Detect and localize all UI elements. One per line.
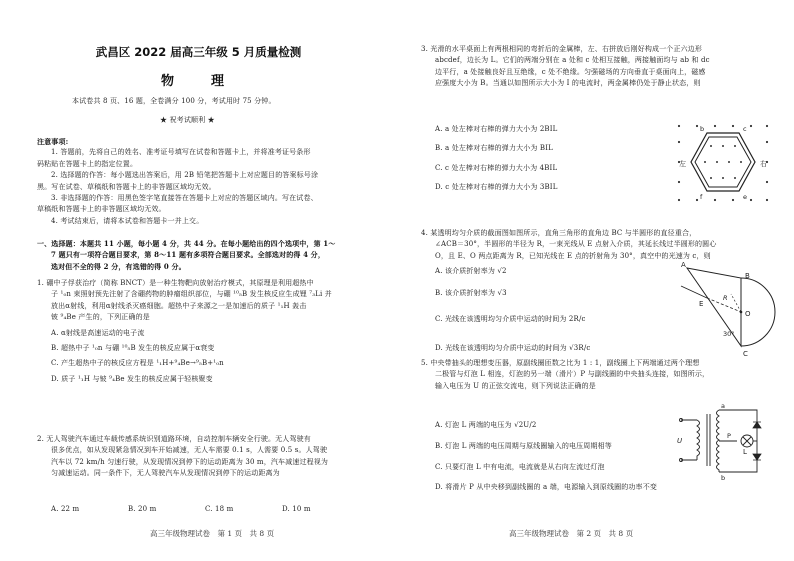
hexagon-inner	[695, 137, 751, 187]
hexagon-outer	[691, 133, 755, 191]
question-line: 边平行，a 处接触良好且互绝缘，c 处不绝缘。匀强磁场的方向垂直于桌面向上，磁感	[435, 67, 706, 76]
note-line: 3. 非选择题的作答：用黑色签字笔直接答在答题卡上对应的答题区域内。写在试卷、	[51, 194, 318, 203]
slider-label: P	[727, 432, 731, 440]
section-line: 7 题只有一项符合题目要求，第 8～11 题有多项符合题目要求。全部选对的得 4 分，	[51, 250, 325, 260]
vertex-e-label: e	[743, 193, 747, 201]
question-line: 铍 ⁹₄Be 产生的，下列正确的是	[51, 313, 150, 322]
prism-figure	[679, 256, 779, 360]
note-line: 2. 选择题的作答：每小题选出答案后，用 2B 铅笔把答题卡上对应题目的答案标号涂	[51, 171, 319, 180]
question-line: 子 ¹₀n 束照射预先注射了含硼药物的肿瘤组织部位，与硼 ¹⁰₅B 发生核反应生成锂 ⁷₃Li 并	[51, 290, 332, 299]
left-label: 左	[679, 160, 686, 168]
point-a-label: A	[681, 261, 686, 269]
question-line: 3. 光滑的水平桌面上有两根相同的弯折后的金属棒，左、右拼放后刚好构成一个正六边形	[421, 45, 703, 53]
question-line: 2. 无人驾驶汽车通过车载传感系统识别道路环境，自动控制车辆安全行驶。无人驾驶有	[37, 435, 311, 443]
question-line: 5. 中央带抽头的理想变压器，原副线圈匝数之比为 1 : 1，副线圈上下两端通过两个理想	[421, 359, 700, 367]
question-line: 1. 硼中子俘获治疗（简称 BNCT）是一种生物靶向放射治疗模式，其原理是利用超热中	[37, 279, 314, 287]
question-line: 应强度大小为 B。当通以如图所示大小为 I 的电流时，两金属棒仍处于静止状态，则	[435, 79, 701, 88]
terminal-a-label: a	[721, 402, 725, 410]
section-line: 一、选择题：本题共 11 小题，每小题 4 分，共 44 分。在每小题给出的四个选项中，第 1～	[37, 239, 336, 248]
option-b: B. 20 m	[128, 505, 157, 513]
option-c: C. 18 m	[205, 505, 234, 513]
page-footer: 高三年级物理试卷 第 1 页 共 8 页	[150, 529, 275, 538]
terminal-b-label: b	[721, 474, 726, 482]
section-line: 选对但不全的得 2 分，有选错的得 0 分。	[51, 261, 186, 271]
section-1-instructions	[37, 238, 382, 272]
q3-options	[435, 124, 558, 194]
option-d: D. c 处左棒对右棒的弹力大小为 3BIL	[435, 183, 558, 192]
question-2	[37, 434, 387, 480]
right-label: 右	[760, 160, 767, 168]
vertex-f-label: f	[700, 193, 703, 201]
q4-options	[435, 266, 590, 355]
option-b: B. 超热中子 ¹₀n 与硼 ¹⁰₅B 发生的核反应属于α衰变	[51, 344, 215, 353]
notes-heading: 注意事项:	[37, 137, 69, 146]
question-line: ∠ACB＝30°，半圆形的半径为 R，一束光线从 E 点射入介质，其延长线过半圆形的圆心	[435, 240, 717, 249]
note-line: 黑。写在试卷、草稿纸和答题卡上的非答题区域均无效。	[37, 182, 216, 191]
primary-circuit	[681, 420, 697, 460]
note-line: 1. 答题前，先将自己的姓名、准考证号填写在试卷和答题卡上，并将准考证号条形	[51, 148, 311, 157]
subject-title: 物 理	[160, 74, 236, 89]
secondary-wiring	[719, 410, 757, 472]
question-5	[421, 358, 776, 392]
option-b: B. 该介质折射率为 √3	[435, 289, 507, 298]
page-footer: 高三年级物理试卷 第 2 页 共 8 页	[509, 529, 634, 538]
radius-label: R	[723, 294, 728, 302]
notes-section	[37, 136, 382, 227]
option-c: C. 光线在该透明均匀介质中运动的时间为 2R/c	[435, 314, 586, 323]
option-d: D. 光线在该透明均匀介质中运动的时间为 √3R/c	[435, 344, 591, 353]
question-line: 匀减速运动。同一条件下，无人驾驶汽车从发现情况到停下的运动距离为	[51, 469, 280, 478]
option-b: B. 灯泡 L 两端的电压周期与原线圈输入的电压周期相等	[435, 442, 612, 451]
question-line: 放出α射线，利用α射线杀灭癌细胞。超热中子来源之一是加速后的质子 ¹₁H 轰击	[51, 301, 307, 310]
secondary-coil	[717, 410, 720, 472]
question-line: 很多优点，如从发现紧急情况到车开始减速，无人车需要 0.1 s，人需要 0.5 s。人驾驶	[51, 446, 328, 455]
blessing-line: ★ 祝考试顺利 ★	[160, 116, 215, 124]
voltage-label: U	[677, 437, 683, 445]
option-a: A. a 处左棒对右棒的弹力大小为 2BIL	[435, 125, 558, 133]
option-c: C. 只要灯泡 L 中有电流，电流就是从右向左流过灯泡	[435, 462, 605, 471]
diode-bottom-icon	[753, 454, 761, 460]
lamp-label: L	[743, 448, 747, 456]
primary-coil	[697, 420, 700, 460]
option-a: A. 该介质折射率为 √2	[435, 267, 507, 275]
question-line: 二极管与灯泡 L 相连，灯泡的另一端（滑片）P 与副线圈的中央抽头连接，如图所示，	[435, 370, 710, 379]
point-b-label: B	[745, 272, 750, 280]
exam-title: 武昌区 2022 届高三年级 5 月质量检测	[95, 45, 302, 59]
lamp-cross	[743, 437, 751, 445]
vertex-c-label: c	[743, 125, 747, 133]
question-line: O，且 E、O 两点距离为 R，已知光线在 E 点的折射角为 30°，真空中的光速为 c，则	[435, 251, 711, 260]
diode-top-icon	[753, 422, 761, 428]
option-a: A. α射线是高速运动的电子流	[51, 328, 145, 337]
note-line: 码粘贴在答题卡上的指定位置。	[37, 159, 138, 168]
option-c: C. c 处左棒对右棒的弹力大小为 4BIL	[435, 163, 558, 172]
question-line: 输入电压为 U 的正弦交流电，则下列说法正确的是	[435, 381, 596, 390]
question-line: abcdef，边长为 L。它们的两端分别在 a 处和 c 处相互接触，两接触面均与 ab 和 dc	[435, 56, 710, 65]
note-line: 4. 考试结束后，请将本试卷和答题卡一并上交。	[51, 216, 204, 225]
angle-label: 30°	[723, 330, 735, 338]
point-c-label: C	[743, 350, 748, 358]
transformer-figure	[677, 400, 782, 482]
point-o-label: O	[745, 310, 751, 318]
center-point	[740, 311, 743, 314]
question-3	[421, 44, 773, 90]
option-d: D. 质子 ¹₁H 与铍 ⁹₄Be 发生的核反应属于轻核聚变	[51, 374, 213, 383]
question-line: 4. 某透明均匀介质的截面图如图所示，直角三角形的直角边 BC 与半圆形的直径重合，	[421, 229, 697, 237]
radius-line	[731, 294, 741, 312]
vertex-b-label: b	[700, 125, 705, 133]
option-d: D. 10 m	[282, 505, 311, 513]
question-line: 汽车以 72 km/h 匀速行驶，从发现情况到停下的运动距离为 30 m，汽车减速过程视为	[51, 457, 329, 466]
note-line: 草稿纸和答题卡上的非答题区域均无效。	[37, 205, 166, 214]
option-a: A. 灯泡 L 两端的电压为 √2U/2	[435, 421, 537, 429]
option-b: B. a 处左棒对右棒的弹力大小为 BIL	[435, 144, 553, 153]
option-a: A. 22 m	[51, 505, 80, 513]
option-d: D. 将滑片 P 从中央移到副线圈的 a 端，电源输入到原线圈的功率不变	[435, 483, 657, 492]
page-2	[397, 0, 794, 561]
question-1	[37, 278, 387, 385]
exam-intro: 本试卷共 8 页、16 题，全卷满分 100 分，考试用时 75 分钟。	[72, 97, 276, 105]
option-c: C. 产生超热中子的核反应方程是 ¹₁H+⁹₄Be→⁹₅B+¹₀n	[51, 359, 224, 368]
point-e-label: E	[699, 300, 704, 308]
hexagon-figure	[667, 118, 777, 208]
